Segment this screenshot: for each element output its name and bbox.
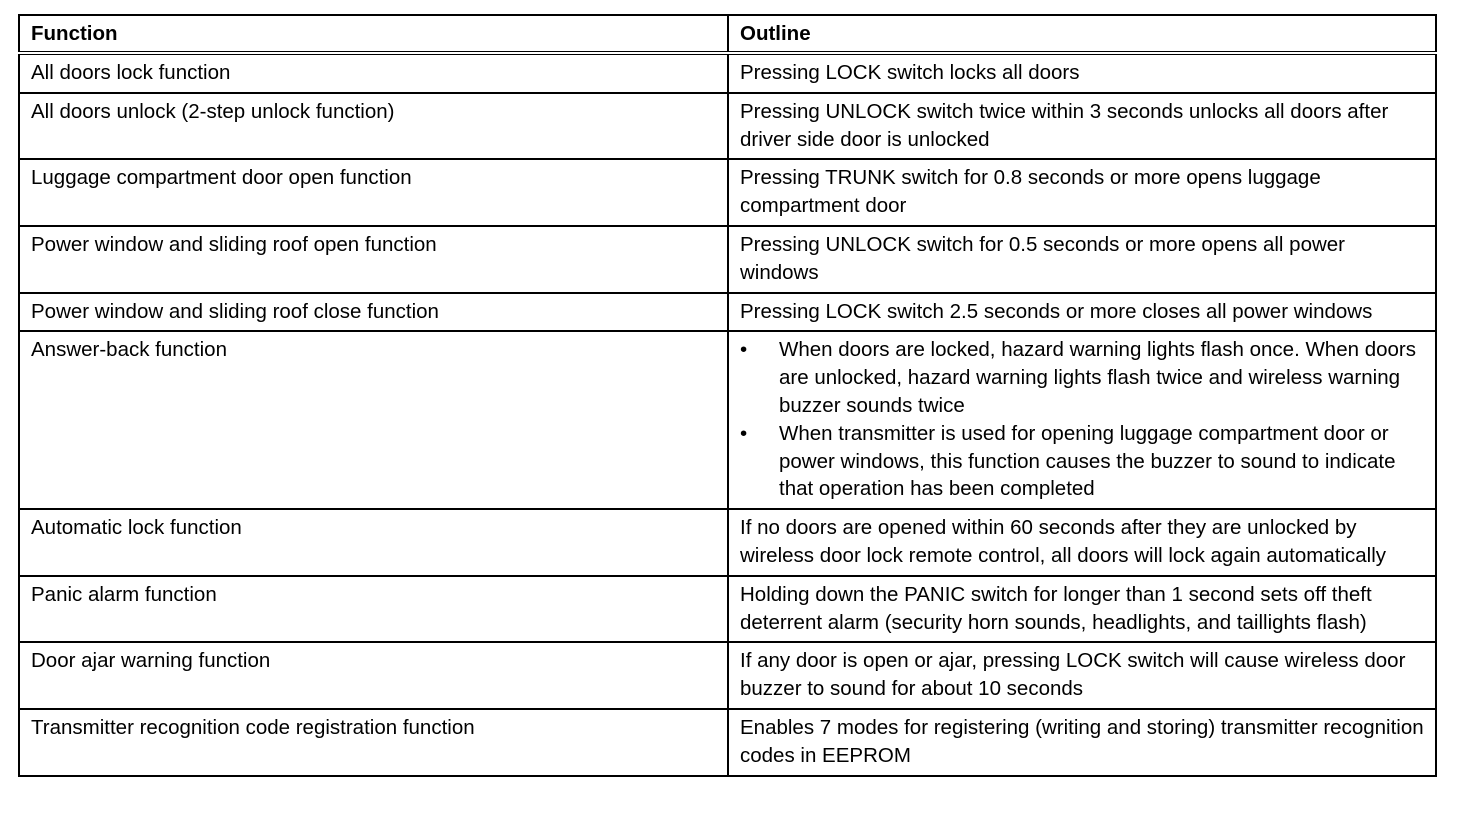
function-cell: Transmitter recognition code registration function [19, 709, 728, 776]
list-item [740, 420, 1425, 503]
outline-cell [728, 331, 1436, 509]
function-cell: Luggage compartment door open function [19, 159, 728, 226]
function-cell: Power window and sliding roof open function [19, 226, 728, 293]
table-row [19, 226, 1436, 293]
table-row [19, 642, 1436, 709]
outline-cell: Enables 7 modes for registering (writing and storing) transmitter recognition codes in EEPROM [728, 709, 1436, 776]
function-cell: Answer-back function [19, 331, 728, 509]
outline-bullet-list [740, 336, 1425, 503]
function-cell: Door ajar warning function [19, 642, 728, 709]
outline-cell: If any door is open or ajar, pressing LOCK switch will cause wireless door buzzer to sound for about 10 seconds [728, 642, 1436, 709]
header-outline: Outline [728, 15, 1436, 53]
function-cell: Automatic lock function [19, 509, 728, 576]
function-cell: All doors lock function [19, 53, 728, 93]
table-body [19, 53, 1436, 776]
table-row [19, 293, 1436, 332]
list-item [740, 336, 1425, 419]
bullet-text: When doors are locked, hazard warning lights flash once. When doors are unlocked, hazard warning lights flash twice and wireless warning buzzer sounds twice [779, 338, 1416, 417]
function-cell: Panic alarm function [19, 576, 728, 643]
table-row [19, 93, 1436, 160]
table-row [19, 709, 1436, 776]
table-row [19, 53, 1436, 93]
outline-cell: Pressing UNLOCK switch for 0.5 seconds or more opens all power windows [728, 226, 1436, 293]
outline-cell: Holding down the PANIC switch for longer than 1 second sets off theft deterrent alarm (security horn sounds, headlights, and taillights flash) [728, 576, 1436, 643]
outline-cell: Pressing UNLOCK switch twice within 3 seconds unlocks all doors after driver side door is unlocked [728, 93, 1436, 160]
table-row [19, 331, 1436, 509]
bullet-icon: • [740, 421, 748, 445]
table-row [19, 509, 1436, 576]
function-outline-table [18, 14, 1437, 777]
table-row [19, 576, 1436, 643]
table-row [19, 159, 1436, 226]
outline-cell: Pressing TRUNK switch for 0.8 seconds or more opens luggage compartment door [728, 159, 1436, 226]
outline-cell: If no doors are opened within 60 seconds after they are unlocked by wireless door lock remote control, all doors will lock again automatically [728, 509, 1436, 576]
function-cell: Power window and sliding roof close function [19, 293, 728, 332]
bullet-icon: • [740, 338, 748, 362]
outline-cell: Pressing LOCK switch 2.5 seconds or more closes all power windows [728, 293, 1436, 332]
function-cell: All doors unlock (2-step unlock function) [19, 93, 728, 160]
header-row [19, 15, 1436, 53]
header-function: Function [19, 15, 728, 53]
outline-cell: Pressing LOCK switch locks all doors [728, 53, 1436, 93]
bullet-text: When transmitter is used for opening luggage compartment door or power windows, this function causes the buzzer to sound to indicate that operation has been completed [779, 421, 1396, 501]
table-header [19, 15, 1436, 53]
